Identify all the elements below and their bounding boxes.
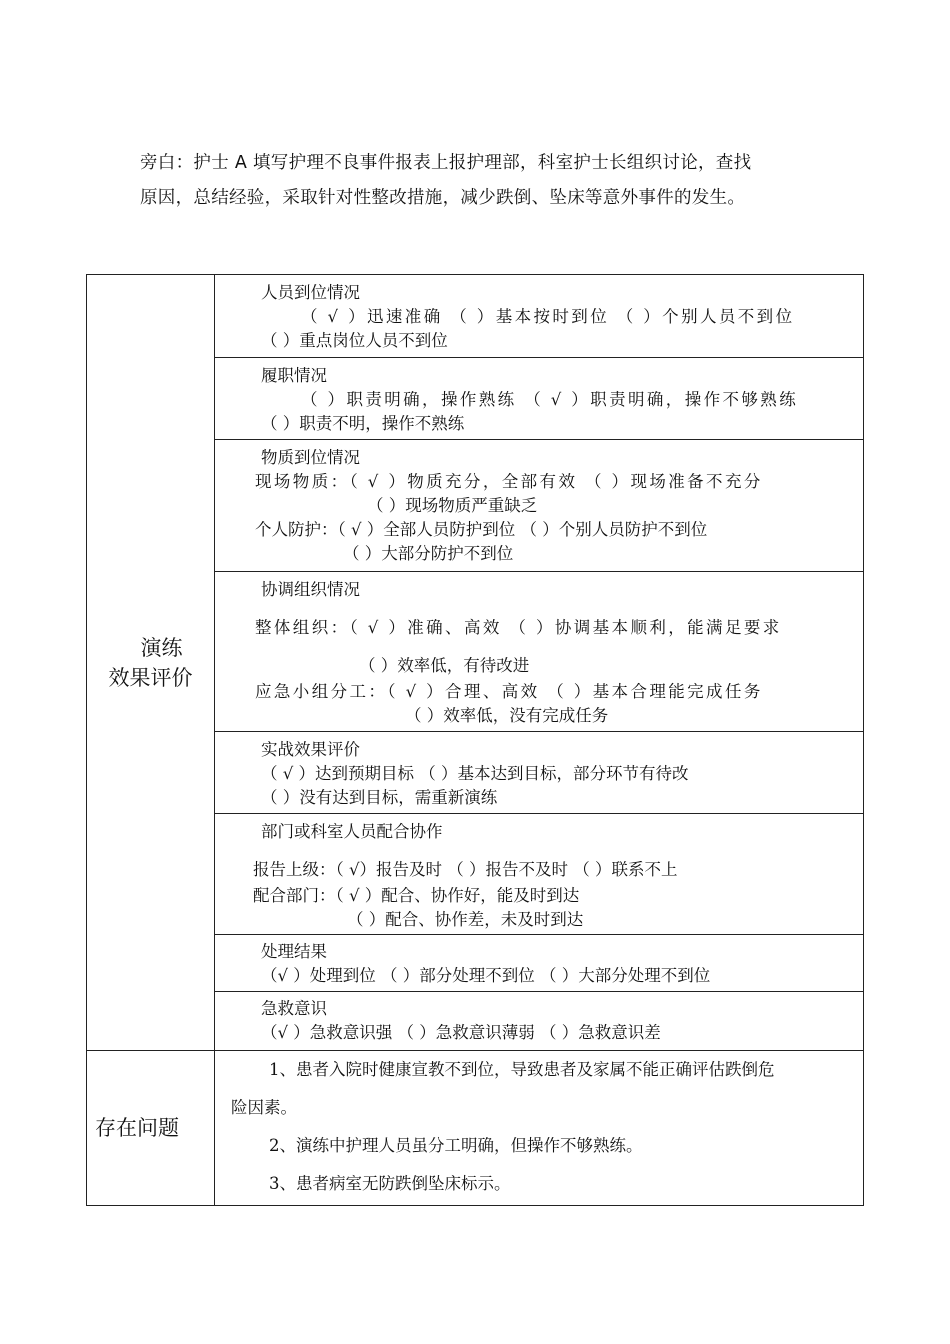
firstaid-line-1: （√ ）急救意识强 （ ）急救意识薄弱 （ ）急救意识差 xyxy=(261,1023,661,1042)
materials-line-4: （ ）大部分防护不到位 xyxy=(343,544,514,563)
coordination-line-4: （ ）效率低，没有完成任务 xyxy=(405,706,609,725)
issues-cell xyxy=(215,1051,864,1206)
cooperation-line-1: 报告上级：（ √）报告及时 （ ）报告不及时 （ ）联系不上 xyxy=(253,860,678,879)
cooperation-line-3: （ ）配合、协作差，未及时到达 xyxy=(347,910,584,929)
duty-title: 履职情况 xyxy=(261,366,327,385)
combat-cell xyxy=(215,732,864,814)
cooperation-line-2: 配合部门：（ √ ）配合、协作好，能及时到达 xyxy=(253,886,580,905)
materials-cell xyxy=(215,440,864,572)
result-cell xyxy=(215,935,864,992)
narration-line-1: 旁白：护士 A 填写护理不良事件报表上报护理部，科室护士长组织讨论，查找 xyxy=(140,153,752,173)
issue-1-line-2: 险因素。 xyxy=(231,1098,297,1117)
personnel-line-2: （ ）重点岗位人员不到位 xyxy=(261,331,448,350)
materials-line-1: 现场物质：（ √ ）物质充分，全部有效 （ ）现场准备不充分 xyxy=(255,472,763,491)
duty-line-1: （ ）职责明确，操作熟练 （ √ ）职责明确，操作不够熟练 xyxy=(301,390,799,409)
coordination-title: 协调组织情况 xyxy=(261,580,360,599)
coordination-line-3: 应急小组分工：（ √ ）合理、高效 （ ）基本合理能完成任务 xyxy=(255,682,763,701)
row-personnel xyxy=(87,275,864,358)
coordination-line-1: 整体组织：（ √ ）准确、高效 （ ）协调基本顺利，能满足要求 xyxy=(255,618,782,637)
issues-label: 存在问题 xyxy=(95,1116,179,1140)
issue-3: 3、患者病室无防跌倒坠床标示。 xyxy=(269,1174,511,1193)
materials-line-3: 个人防护：（ √ ）全部人员防护到位 （ ）个别人员防护不到位 xyxy=(255,520,708,539)
materials-title: 物质到位情况 xyxy=(261,448,360,467)
row-issues xyxy=(87,1051,864,1206)
issues-label-cell xyxy=(87,1051,215,1206)
evaluation-label-line-2: 效果评价 xyxy=(108,665,193,690)
result-line-1: （√ ）处理到位 （ ）部分处理不到位 （ ）大部分处理不到位 xyxy=(261,966,711,985)
firstaid-title: 急救意识 xyxy=(261,999,327,1018)
personnel-title: 人员到位情况 xyxy=(261,283,360,302)
narration-line-2: 原因，总结经验，采取针对性整改措施，减少跌倒、坠床等意外事件的发生。 xyxy=(140,188,746,208)
firstaid-cell xyxy=(215,992,864,1051)
evaluation-label-line-1: 演练 xyxy=(140,635,183,660)
personnel-cell xyxy=(215,275,864,358)
coordination-line-2: （ ）效率低，有待改进 xyxy=(359,656,530,675)
drill-evaluation-table xyxy=(86,274,864,1206)
issue-1-line-1: 1、患者入院时健康宣教不到位，导致患者及家属不能正确评估跌倒危 xyxy=(269,1060,775,1079)
cooperation-title: 部门或科室人员配合协作 xyxy=(261,822,443,841)
combat-title: 实战效果评价 xyxy=(261,740,360,759)
combat-line-1: （ √ ）达到预期目标 （ ）基本达到目标，部分环节有待改 xyxy=(261,764,689,783)
combat-line-2: （ ）没有达到目标，需重新演练 xyxy=(261,788,498,807)
result-title: 处理结果 xyxy=(261,942,327,961)
materials-line-2: （ ）现场物质严重缺乏 xyxy=(367,496,538,515)
personnel-line-1: （ √ ）迅速准确 （ ）基本按时到位 （ ）个别人员不到位 xyxy=(301,307,795,326)
duty-line-2: （ ）职责不明，操作不熟练 xyxy=(261,414,465,433)
coordination-cell xyxy=(215,572,864,732)
narration-paragraph xyxy=(140,146,820,216)
duty-cell xyxy=(215,358,864,440)
issue-2: 2、演练中护理人员虽分工明确，但操作不够熟练。 xyxy=(269,1136,643,1155)
cooperation-cell xyxy=(215,814,864,935)
evaluation-label-cell xyxy=(87,275,215,1051)
